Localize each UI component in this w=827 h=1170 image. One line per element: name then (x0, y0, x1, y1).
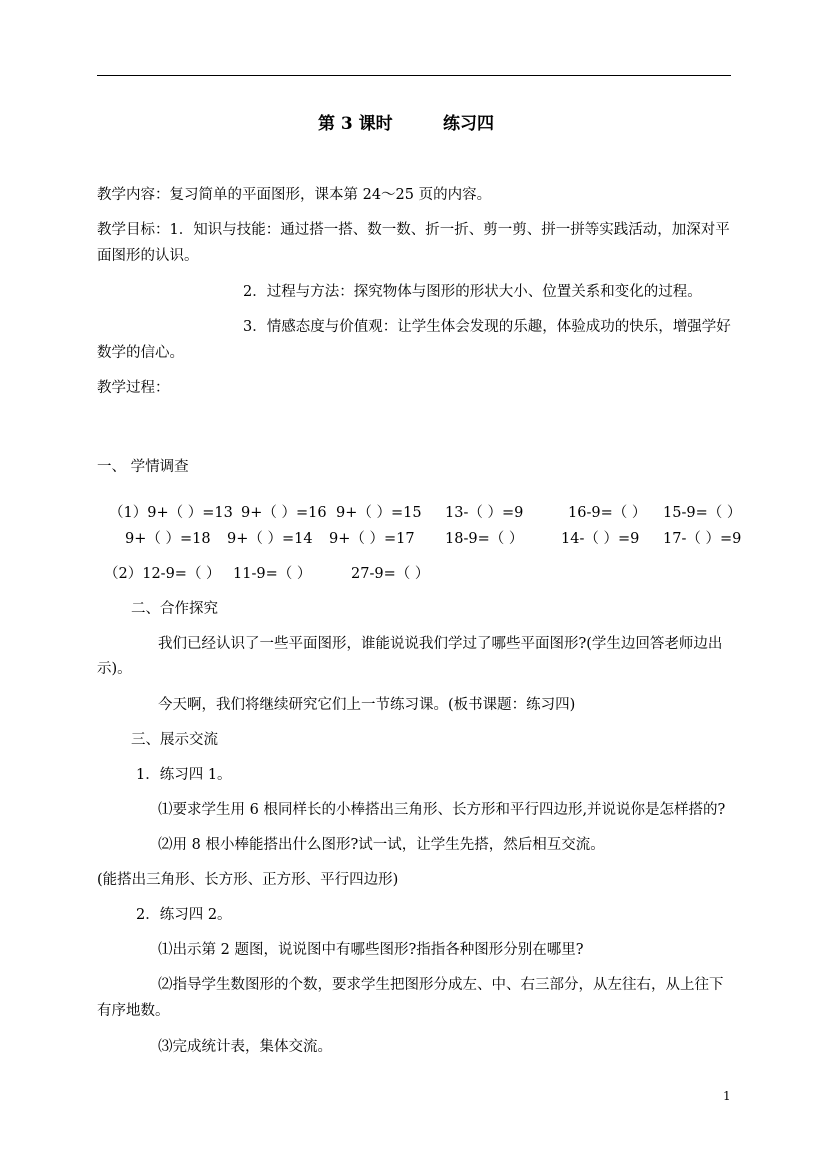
exercise-cell: 14-（ ）=9 (561, 531, 640, 547)
lesson-label: 第 3 课时 (318, 114, 393, 134)
exercise2-item2b: 有序地数。 (97, 1003, 170, 1019)
section2-heading: 二、合作探究 (131, 601, 218, 617)
exercise2-item2a: ⑵指导学生数图形的个数，要求学生把图形分成左、中、右三部分，从左往右，从上往下 (158, 977, 724, 993)
page-number: 1 (723, 1089, 731, 1103)
exercise2-item1: ⑴出示第 2 题图，说说图中有哪些图形?指指各种图形分别在哪里? (158, 942, 584, 958)
section1-heading: 一、 学情调查 (97, 459, 189, 475)
section2-para1a: 我们已经认识了一些平面图形，谁能说说我们学过了哪些平面图形?(学生边回答老师边出 (158, 636, 723, 652)
exercise-cell: 15-9=（ ） (663, 505, 742, 521)
objectives-line2: 面图形的认识。 (97, 248, 199, 264)
exercise-cell: 9+（ ）=18 (125, 531, 211, 547)
page-title: 练习四 (443, 114, 494, 134)
exercise-cell: （1）9+（ ）=13 (109, 505, 233, 521)
exercise-cell: 9+（ ）=16 (241, 505, 327, 521)
objective-item-3b: 数学的信心。 (97, 345, 184, 361)
section2-para2: 今天啊，我们将继续研究它们上一节练习课。(板书课题：练习四) (158, 697, 576, 713)
objective-item-2: 2．过程与方法：探究物体与图形的形状大小、位置关系和变化的过程。 (243, 284, 702, 300)
process-label: 教学过程： (97, 380, 170, 396)
section3-heading: 三、展示交流 (131, 732, 218, 748)
exercise-cell: 11-9=（ ） (233, 566, 312, 582)
exercise1-item2: ⑵用 8 根小棒能搭出什么图形?试一试，让学生先搭，然后相互交流。 (158, 837, 605, 853)
teaching-content: 教学内容：复习简单的平面图形，课本第 24～25 页的内容。 (97, 187, 492, 203)
exercise-cell: 17-（ ）=9 (663, 531, 742, 547)
exercise-cell: （2）12-9=（ ） (104, 566, 221, 582)
exercise-cell: 27-9=（ ） (351, 566, 430, 582)
exercise-cell: 9+（ ）=14 (227, 531, 313, 547)
exercise-cell: 9+（ ）=15 (336, 505, 422, 521)
exercise1-note: (能搭出三角形、长方形、正方形、平行四边形) (97, 872, 399, 888)
header-rule (97, 75, 731, 76)
exercise-cell: 16-9=（ ） (568, 505, 647, 521)
exercise1-title: 1．练习四 1。 (136, 767, 232, 783)
exercise2-title: 2．练习四 2。 (136, 907, 232, 923)
section2-para1b: 示)。 (97, 661, 132, 677)
objectives-line1: 教学目标：1．知识与技能：通过搭一搭、数一数、折一折、剪一剪、拼一拼等实践活动，加深对平 (97, 222, 730, 238)
exercise1-item1: ⑴要求学生用 6 根同样长的小棒搭出三角形、长方形和平行四边形,并说说你是怎样搭的? (158, 802, 726, 818)
exercise2-item3: ⑶完成统计表，集体交流。 (158, 1039, 332, 1055)
exercise-cell: 9+（ ）=17 (329, 531, 415, 547)
exercise-cell: 18-9=（ ） (445, 531, 524, 547)
objective-item-3a: 3．情感态度与价值观：让学生体会发现的乐趣，体验成功的快乐，增强学好 (243, 319, 731, 335)
exercise-cell: 13-（ ）=9 (445, 505, 524, 521)
